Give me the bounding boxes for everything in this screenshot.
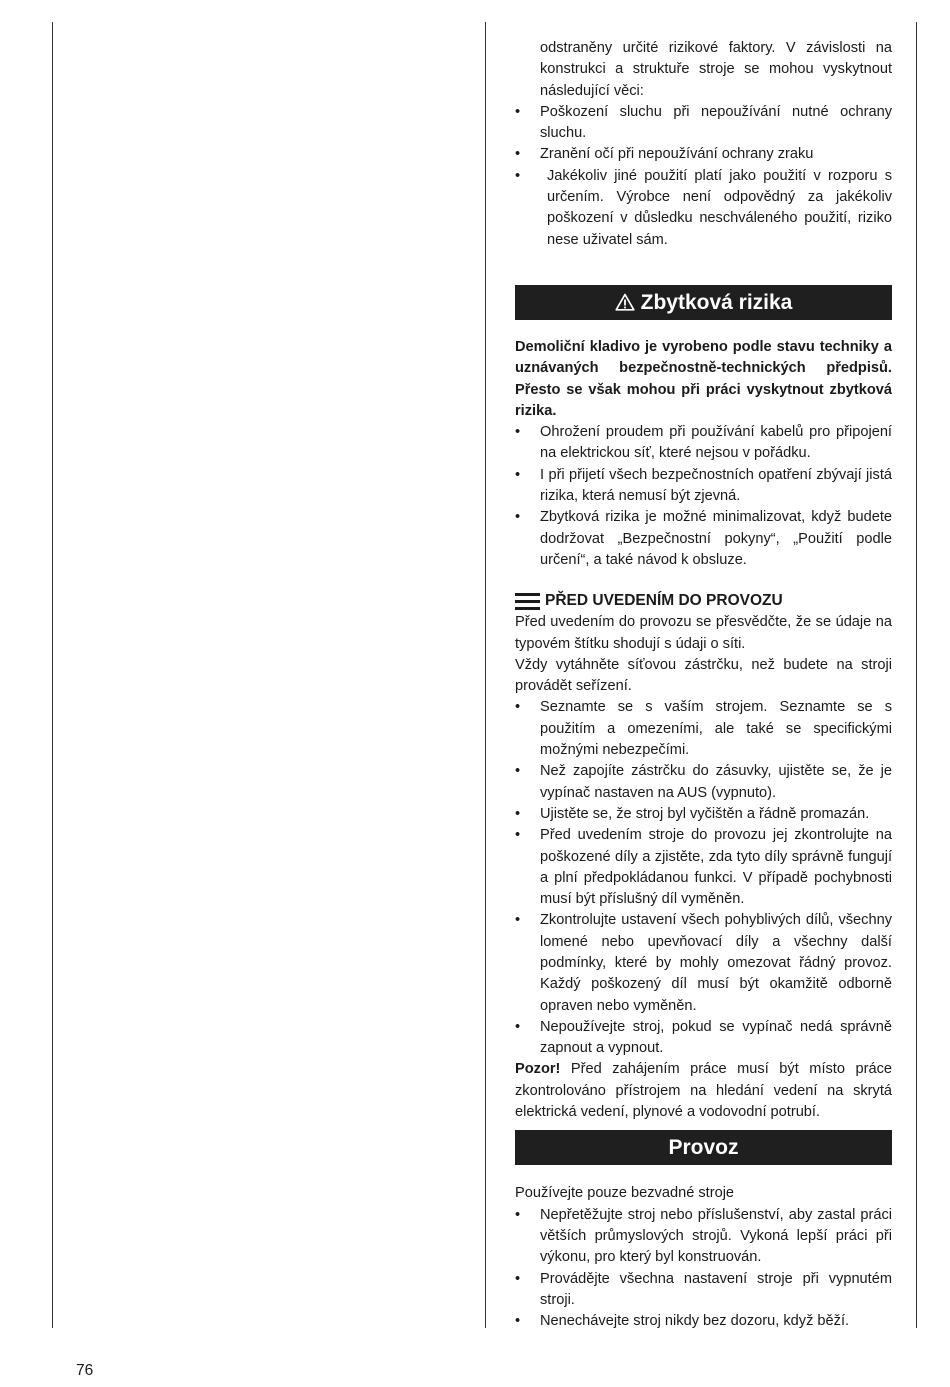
right-margin-rule — [916, 22, 917, 1328]
left-margin-rule — [52, 22, 53, 1328]
list-item: • Nenechávejte stroj nikdy bez dozoru, když běží. — [515, 1313, 850, 1330]
list-item: • Ujistěte se, že stroj byl vyčištěn a řádně promazán. — [515, 805, 870, 822]
section-title: Zbytková rizika — [640, 290, 793, 314]
list-item: • Jakékoliv jiné použití platí jako použití v rozporu s určením. Výrobce není odpovědný za jakékoliv poškození v důsledku neschváleného použití, riziko nese uživatel sám. — [515, 167, 892, 248]
menu-lines-icon — [515, 593, 540, 610]
section-header-residual-risks — [515, 285, 892, 320]
list-item: • Nepřetěžujte stroj nebo příslušenství, aby zastal práci větších průmyslových strojů. Vykoná lepší práci při výkonu, pro který byl konstruován. — [515, 1206, 892, 1266]
list-item: • Zkontrolujte ustavení všech pohyblivých dílů, všechny lomené nebo upevňovací díly a všechny další podmínky, které by mohly omezovat řádný provoz. Každý poškozený díl musí být okamžitě odborně opraven nebo vyměněn. — [515, 912, 892, 1014]
subsection-title: PŘED UVEDENÍM DO PROVOZU — [545, 592, 783, 610]
paragraph: Před uvedením do provozu se přesvědčte, že se údaje na typovém štítku shodují s údaji o síti. — [515, 614, 892, 652]
list-item: • Provádějte všechna nastavení stroje při vypnutém stroji. — [515, 1270, 892, 1308]
paragraph: Vždy vytáhněte síťovou zástrčku, než budete na stroji provádět seřízení. — [515, 656, 892, 695]
list-item: • Nepoužívejte stroj, pokud se vypínač nedá správně zapnout a vypnout. — [515, 1018, 892, 1057]
right-column — [515, 38, 892, 1332]
caution-label: Pozor! — [515, 1061, 561, 1078]
list-item: • I při přijetí všech bezpečnostních opatření zbývají jistá rizika, která nemusí být zjevná. — [515, 466, 892, 505]
list-item: • Než zapojíte zástrčku do zásuvky, ujistěte se, že je vypínač nastaven na AUS (vypnuto). — [515, 763, 892, 801]
section-header-operation — [515, 1130, 892, 1165]
caution-paragraph: Pozor! Před zahájením práce musí být místo práce zkontrolováno přístrojem na hledání vedení na skrytá elektrická vedení, plynové a vodovodní potrubí. — [515, 1061, 892, 1121]
warning-triangle-icon — [615, 293, 635, 311]
list-item: • Zbytková rizika je možné minimalizovat, když budete dodržovat „Bezpečnostní pokyny“, „Použití podle určení“, a také návod k obsluze. — [515, 509, 892, 568]
list-item: • Poškození sluchu při nepoužívání nutné ochrany sluchu. — [515, 103, 892, 142]
paragraph: Používejte pouze bezvadné stroje — [515, 1185, 735, 1202]
continued-paragraph: odstraněny určité rizikové faktory. V závislosti na konstrukci a struktuře stroje se mohou vyskytnout následující věci: — [540, 40, 892, 99]
column-divider — [485, 22, 486, 1328]
page-number: 76 — [76, 1362, 94, 1379]
list-item: • Ohrožení proudem při používání kabelů pro připojení na elektrickou síť, které nejsou v pořádku. — [515, 424, 892, 462]
section-title: Provoz — [668, 1136, 739, 1160]
section-header-before-use — [515, 590, 892, 612]
list-item: • Před uvedením stroje do provozu jej zkontrolujte na poškozené díly a zjistěte, zda tyto díly správně fungují a plní předpokládanou funkci. V případě pochybnosti musí být příslušný díl vyměněn. — [515, 827, 892, 908]
list-item: • Zranění očí při nepoužívání ochrany zraku — [515, 146, 814, 163]
residual-intro: Demoliční kladivo je vyrobeno podle stavu techniky a uznávaných bezpečnostně-technických předpisů. Přesto se však mohou při práci vyskytnout zbytková rizika. — [515, 338, 892, 419]
list-item: • Seznamte se s vaším strojem. Seznamte se s použitím a omezeními, ale také se specifickými možnými nebezpečími. — [515, 699, 892, 759]
